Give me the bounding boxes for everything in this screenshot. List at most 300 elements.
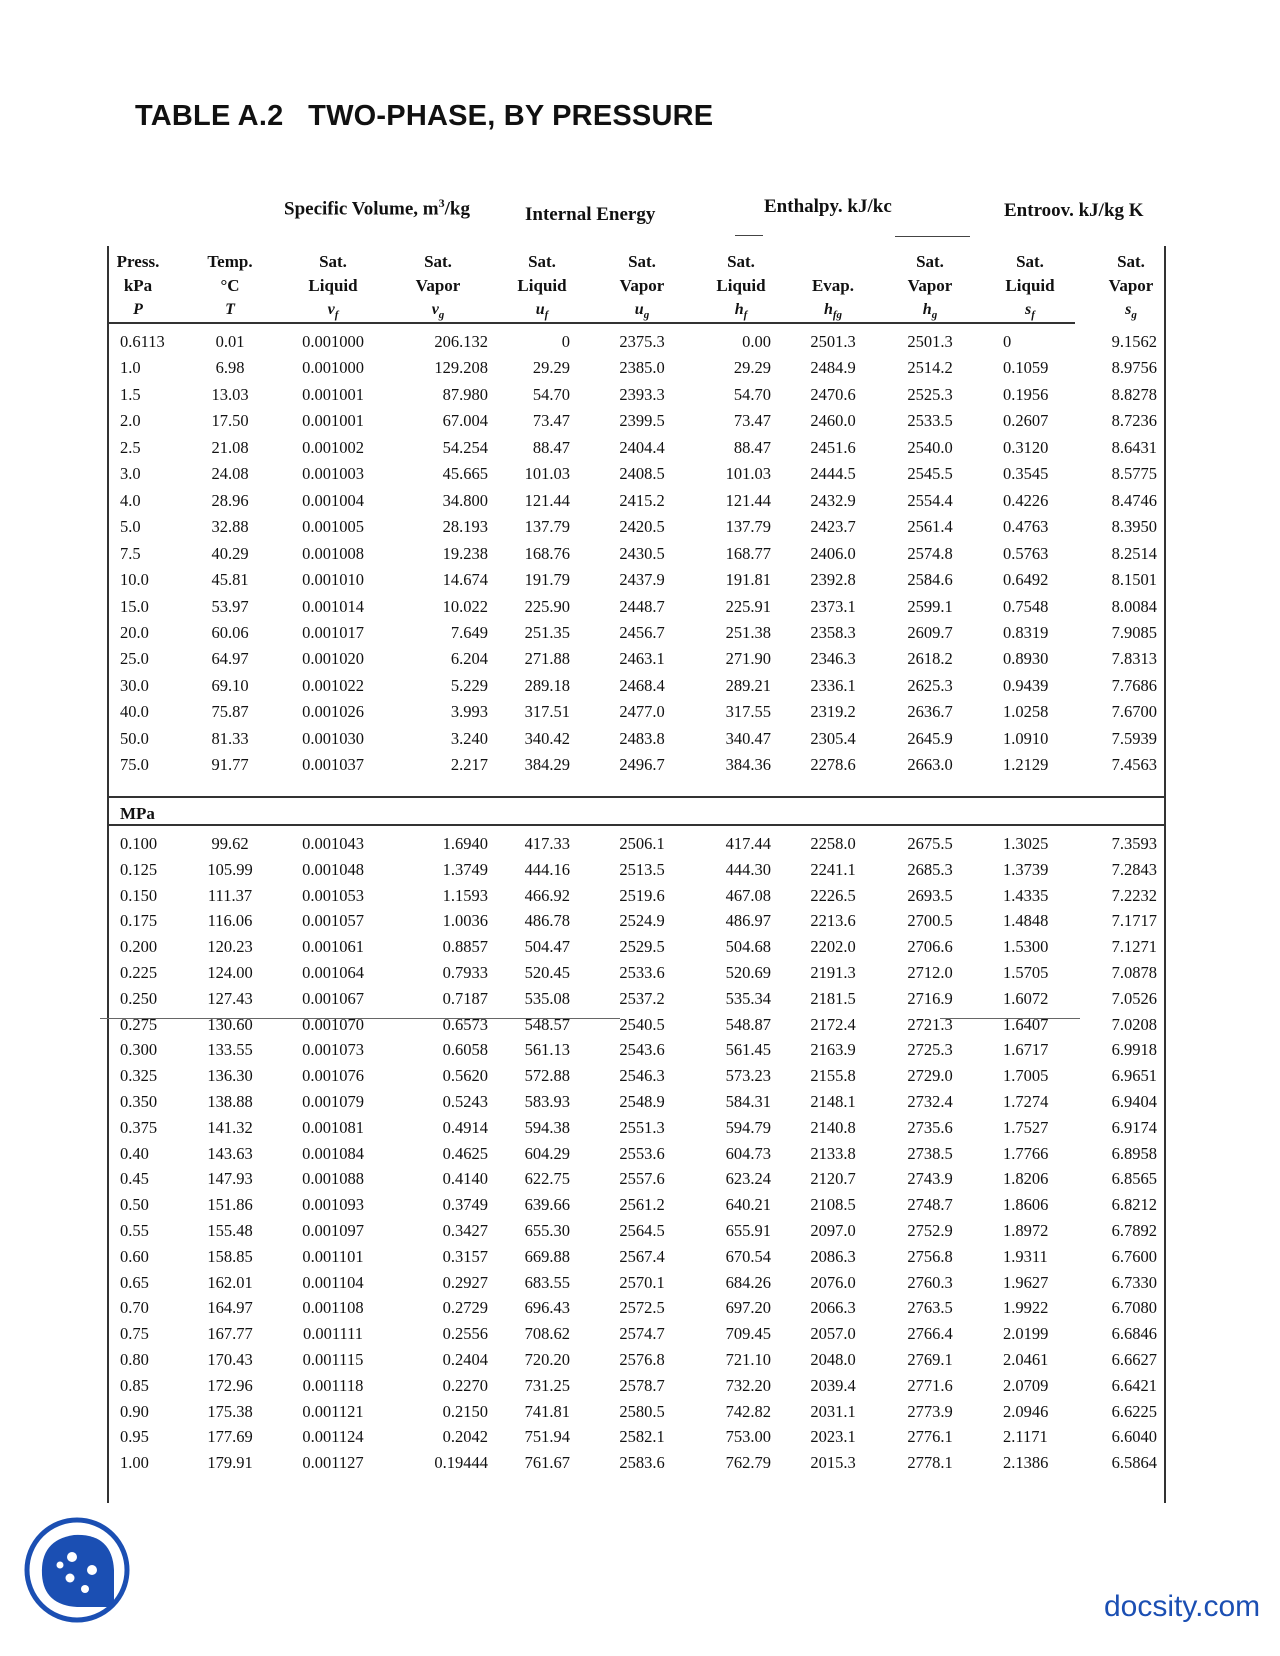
- table-cell: 548.57: [524, 1014, 570, 1034]
- table-cell: 1.0258: [1003, 702, 1049, 722]
- table-cell: 0.001124: [302, 1427, 364, 1447]
- table-cell: 6.9651: [1111, 1066, 1157, 1086]
- table-cell: 2766.4: [907, 1324, 953, 1344]
- table-cell: 0.2270: [442, 1375, 488, 1395]
- table-cell: 548.87: [725, 1014, 771, 1034]
- table-cell: 2675.5: [907, 834, 953, 853]
- table-cell: 155.48: [207, 1221, 253, 1240]
- table-cell: 504.47: [524, 937, 570, 957]
- table-cell: 2278.6: [810, 755, 856, 775]
- table-cell: 594.38: [524, 1117, 570, 1137]
- table-cell: 225.90: [524, 596, 570, 616]
- table-row: [0, 354, 1280, 381]
- table-cell: 1.0: [120, 358, 141, 378]
- table-cell: 1.4848: [1003, 911, 1049, 931]
- table-cell: 10.0: [120, 570, 149, 590]
- table-cell: 6.8958: [1111, 1143, 1157, 1163]
- table-cell: 2181.5: [810, 988, 856, 1008]
- table-cell: 289.18: [524, 675, 570, 695]
- table-cell: 6.9918: [1111, 1040, 1157, 1060]
- table-cell: 721.10: [725, 1350, 771, 1369]
- table-cell: 7.0526: [1111, 988, 1157, 1008]
- table-cell: 0.001030: [302, 728, 364, 748]
- table-cell: 6.6421: [1111, 1375, 1157, 1395]
- table-cell: 2385.0: [619, 358, 665, 378]
- specific-volume-exponent: 3: [438, 196, 445, 210]
- table-cell: 2039.4: [810, 1375, 856, 1395]
- table-cell: 2031.1: [810, 1401, 856, 1421]
- table-cell: 7.2843: [1111, 859, 1157, 879]
- table-cell: 697.20: [725, 1298, 771, 1318]
- column-header-line1: Sat.: [424, 252, 452, 271]
- table-cell: 0.200: [120, 937, 158, 957]
- table-row: [0, 1140, 1280, 1167]
- table-cell: 0.001093: [302, 1195, 364, 1215]
- table-cell: 6.7600: [1111, 1246, 1157, 1266]
- table-cell: 168.77: [725, 543, 771, 563]
- table-cell: 8.6431: [1111, 437, 1157, 457]
- table-cell: 0.300: [120, 1040, 158, 1060]
- table-cell: 2609.7: [907, 622, 953, 642]
- table-cell: 0.150: [120, 885, 158, 905]
- table-cell: 2537.2: [619, 988, 665, 1008]
- table-row: [0, 907, 1280, 934]
- table-cell: 143.63: [207, 1143, 253, 1163]
- table-cell: 2725.3: [907, 1040, 953, 1060]
- table-cell: 0.55: [120, 1221, 149, 1240]
- table-cell: 0.001097: [302, 1221, 364, 1240]
- table-cell: 2319.2: [810, 702, 856, 722]
- column-symbol: v: [431, 301, 439, 318]
- table-row: [0, 407, 1280, 434]
- table-cell: 340.47: [725, 728, 771, 748]
- table-cell: 2735.6: [907, 1117, 953, 1137]
- table-cell: 0: [561, 332, 570, 351]
- table-cell: 101.03: [524, 464, 570, 484]
- table-cell: 0.001104: [302, 1272, 364, 1292]
- table-cell: 225.91: [725, 596, 771, 616]
- table-cell: 0.75: [120, 1324, 149, 1344]
- table-cell: 0.001001: [302, 411, 364, 431]
- table-cell: 8.4746: [1111, 490, 1157, 510]
- table-cell: 0.40: [120, 1143, 149, 1163]
- table-cell: 2572.5: [619, 1298, 665, 1318]
- specific-volume-unit: /kg: [444, 198, 470, 220]
- table-row: [0, 856, 1280, 883]
- table-row: [0, 1269, 1280, 1296]
- table-cell: 0.8857: [442, 937, 488, 957]
- table-cell: 0.65: [120, 1272, 149, 1292]
- table-cell: 75.87: [211, 702, 249, 722]
- table-cell: 417.33: [524, 834, 570, 853]
- table-cell: 7.649: [450, 622, 488, 642]
- table-cell: 0.1956: [1003, 384, 1049, 404]
- table-cell: 20.0: [120, 622, 149, 642]
- table-cell: 8.7236: [1111, 411, 1157, 431]
- table-cell: 0.2042: [442, 1427, 488, 1447]
- table-cell: 708.62: [524, 1324, 570, 1344]
- table-cell: 2023.1: [810, 1427, 856, 1447]
- table-row: [0, 672, 1280, 699]
- table-cell: 2140.8: [810, 1117, 856, 1137]
- table-cell: 0.001020: [302, 649, 364, 669]
- column-symbol: u: [535, 301, 545, 318]
- table-cell: 2506.1: [619, 834, 665, 853]
- table-cell: 129.208: [434, 358, 488, 378]
- table-cell: 162.01: [207, 1272, 253, 1292]
- table-cell: 520.69: [725, 963, 771, 982]
- table-row: [0, 1398, 1280, 1425]
- table-row: [0, 381, 1280, 408]
- table-cell: 87.980: [442, 384, 488, 404]
- table-cell: 2477.0: [619, 702, 665, 722]
- table-cell: 177.69: [207, 1427, 253, 1447]
- table-cell: 2685.3: [907, 859, 953, 879]
- table-cell: 3.993: [450, 702, 488, 722]
- table-cell: 467.08: [725, 885, 771, 905]
- table-cell: 6.6846: [1111, 1324, 1157, 1344]
- table-cell: 2346.3: [810, 649, 856, 669]
- table-cell: 54.70: [733, 384, 771, 404]
- table-cell: 24.08: [211, 464, 249, 484]
- table-row: [0, 933, 1280, 960]
- table-cell: 1.3749: [442, 859, 488, 879]
- table-row: [0, 328, 1280, 355]
- table-cell: 179.91: [207, 1453, 253, 1473]
- table-cell: 0.95: [120, 1427, 149, 1447]
- table-cell: 2663.0: [907, 755, 953, 775]
- table-cell: 1.8606: [1003, 1195, 1049, 1215]
- table-cell: 0.001026: [302, 702, 364, 722]
- table-cell: 2155.8: [810, 1066, 856, 1086]
- table-cell: 34.800: [442, 490, 488, 510]
- table-row: [0, 1346, 1280, 1373]
- table-cell: 0.4140: [442, 1169, 488, 1189]
- table-cell: 0.80: [120, 1350, 149, 1369]
- table-row: [0, 882, 1280, 909]
- table-cell: 2618.2: [907, 649, 953, 669]
- table-cell: 0.8319: [1003, 622, 1049, 642]
- group-header-entropy: Entroov. kJ/kg K: [1004, 200, 1144, 221]
- table-cell: 9.1562: [1111, 332, 1157, 351]
- table-cell: 684.26: [725, 1272, 771, 1292]
- table-cell: 6.9404: [1111, 1092, 1157, 1111]
- table-cell: 2543.6: [619, 1040, 665, 1060]
- table-cell: 2.0461: [1003, 1350, 1049, 1369]
- table-cell: 2738.5: [907, 1143, 953, 1163]
- table-cell: 317.55: [725, 702, 771, 722]
- column-symbol: h: [922, 301, 932, 318]
- column-symbol: v: [327, 301, 335, 318]
- table-cell: 2551.3: [619, 1117, 665, 1137]
- table-cell: 29.29: [532, 358, 570, 378]
- column-header-line2: Vapor: [1108, 276, 1154, 295]
- table-cell: 6.98: [215, 358, 245, 378]
- table-cell: 8.5775: [1111, 464, 1157, 484]
- table-cell: 2771.6: [907, 1375, 953, 1395]
- table-cell: 0: [1003, 332, 1012, 351]
- table-cell: 3.0: [120, 464, 141, 484]
- table-cell: 0.001043: [302, 834, 364, 853]
- table-cell: 2484.9: [810, 358, 856, 378]
- table-cell: 0.6113: [120, 332, 165, 351]
- table-cell: 0.1059: [1003, 358, 1049, 378]
- table-cell: 1.6072: [1003, 988, 1049, 1008]
- table-cell: 0.5620: [442, 1066, 488, 1086]
- table-row: [0, 434, 1280, 461]
- table-cell: 2636.7: [907, 702, 953, 722]
- table-cell: 2553.6: [619, 1143, 665, 1163]
- table-cell: 2305.4: [810, 728, 856, 748]
- table-cell: 8.3950: [1111, 517, 1157, 537]
- table-cell: 0.175: [120, 911, 158, 931]
- table-cell: 121.44: [524, 490, 570, 510]
- table-cell: 7.7686: [1111, 675, 1157, 695]
- column-symbol: P: [133, 301, 143, 318]
- table-cell: 2.0199: [1003, 1324, 1049, 1344]
- table-cell: 2574.7: [619, 1324, 665, 1344]
- table-cell: 6.204: [450, 649, 488, 669]
- table-cell: 2213.6: [810, 911, 856, 931]
- table-cell: 0.7187: [442, 988, 488, 1008]
- table-cell: 2769.1: [907, 1350, 953, 1369]
- table-cell: 0.001070: [302, 1014, 364, 1034]
- table-cell: 2015.3: [810, 1453, 856, 1473]
- table-cell: 2578.7: [619, 1375, 665, 1395]
- table-cell: 0.6573: [442, 1014, 488, 1034]
- table-cell: 32.88: [211, 517, 249, 537]
- table-cell: 8.8278: [1111, 384, 1157, 404]
- table-cell: 2392.8: [810, 570, 856, 590]
- table-cell: 2721.3: [907, 1014, 953, 1034]
- table-cell: 0.001084: [302, 1143, 364, 1163]
- table-row: [0, 566, 1280, 593]
- table-cell: 0.001002: [302, 437, 364, 457]
- table-cell: 2432.9: [810, 490, 856, 510]
- table-cell: 6.7080: [1111, 1298, 1157, 1318]
- table-cell: 444.30: [725, 859, 771, 879]
- table-cell: 0.325: [120, 1066, 158, 1086]
- table-cell: 172.96: [207, 1375, 253, 1395]
- table-cell: 1.0910: [1003, 728, 1049, 748]
- table-cell: 1.3025: [1003, 834, 1049, 853]
- table-cell: 67.004: [442, 411, 488, 431]
- table-cell: 0.001000: [302, 332, 364, 351]
- table-cell: 10.022: [442, 596, 488, 616]
- table-cell: 0.4226: [1003, 490, 1049, 510]
- table-cell: 1.4335: [1003, 885, 1049, 905]
- table-cell: 2048.0: [810, 1350, 856, 1369]
- table-cell: 2763.5: [907, 1298, 953, 1318]
- table-cell: 1.7005: [1003, 1066, 1049, 1086]
- table-cell: 340.42: [524, 728, 570, 748]
- table-cell: 0.7548: [1003, 596, 1049, 616]
- column-symbol-subscript: g: [643, 309, 650, 322]
- table-cell: 2463.1: [619, 649, 665, 669]
- table-cell: 7.4563: [1111, 755, 1157, 775]
- table-cell: 271.90: [725, 649, 771, 669]
- table-cell: 741.81: [524, 1401, 570, 1421]
- table-cell: 2548.9: [619, 1092, 665, 1111]
- table-cell: 6.7892: [1111, 1221, 1157, 1240]
- table-cell: 2546.3: [619, 1066, 665, 1086]
- table-cell: 2076.0: [810, 1272, 856, 1292]
- table-cell: 0.5243: [442, 1092, 488, 1111]
- table-cell: 1.5: [120, 384, 141, 404]
- column-symbol-subscript: fg: [832, 309, 843, 322]
- table-cell: 130.60: [207, 1014, 253, 1034]
- table-cell: 170.43: [207, 1350, 253, 1369]
- table-cell: 2760.3: [907, 1272, 953, 1292]
- table-cell: 2756.8: [907, 1246, 953, 1266]
- table-cell: 2700.5: [907, 911, 953, 931]
- table-cell: 0.4625: [442, 1143, 488, 1163]
- table-cell: 709.45: [725, 1324, 771, 1344]
- table-cell: 191.79: [524, 570, 570, 590]
- table-cell: 7.6700: [1111, 702, 1157, 722]
- table-cell: 141.32: [207, 1117, 253, 1137]
- table-cell: 1.6717: [1003, 1040, 1049, 1060]
- table-cell: 0.001108: [302, 1298, 364, 1318]
- table-cell: 2501.3: [810, 332, 856, 351]
- table-cell: 1.3739: [1003, 859, 1049, 879]
- table-cell: 384.29: [524, 755, 570, 775]
- table-cell: 0.2556: [442, 1324, 488, 1344]
- table-cell: 1.9922: [1003, 1298, 1049, 1318]
- table-cell: 0.001057: [302, 911, 364, 931]
- column-symbol: u: [634, 301, 644, 318]
- table-cell: 1.8206: [1003, 1169, 1049, 1189]
- table-cell: 2778.1: [907, 1453, 953, 1473]
- table-cell: 2468.4: [619, 675, 665, 695]
- table-cell: 0.375: [120, 1117, 158, 1137]
- table-cell: 88.47: [733, 437, 771, 457]
- table-cell: 73.47: [733, 411, 771, 431]
- column-symbol: h: [734, 301, 744, 318]
- table-cell: 2451.6: [810, 437, 856, 457]
- table-cell: 2393.3: [619, 384, 665, 404]
- table-cell: 206.132: [434, 332, 488, 351]
- table-cell: 8.9756: [1111, 358, 1157, 378]
- table-cell: 2580.5: [619, 1401, 665, 1421]
- table-cell: 2533.5: [907, 411, 953, 431]
- table-cell: 0.275: [120, 1014, 158, 1034]
- table-row: [0, 1114, 1280, 1141]
- docsity-brand-text[interactable]: docsity.com: [1104, 1590, 1261, 1623]
- table-cell: 2.0: [120, 411, 141, 431]
- column-symbol-subscript: g: [1131, 309, 1137, 322]
- table-cell: 138.88: [207, 1092, 253, 1111]
- table-row: [0, 645, 1280, 672]
- table-cell: 121.44: [725, 490, 771, 510]
- table-cell: 2202.0: [810, 937, 856, 957]
- column-header-line2: Vapor: [907, 276, 953, 295]
- table-cell: 2583.6: [619, 1453, 665, 1473]
- table-cell: 2120.7: [810, 1169, 856, 1189]
- table-cell: 6.8565: [1111, 1169, 1157, 1189]
- table-cell: 466.92: [524, 885, 570, 905]
- table-cell: 2191.3: [810, 963, 856, 982]
- table-cell: 2529.5: [619, 937, 665, 957]
- table-cell: 50.0: [120, 728, 149, 748]
- table-cell: 3.240: [450, 728, 488, 748]
- column-symbol-subscript: g: [438, 309, 445, 322]
- specific-volume-label: Specific Volume, m: [284, 198, 439, 220]
- table-cell: 2.1171: [1003, 1427, 1048, 1447]
- table-row: [0, 1372, 1280, 1399]
- table-cell: 0.00: [742, 332, 771, 351]
- table-cell: 60.06: [211, 622, 249, 642]
- table-cell: 7.3593: [1111, 834, 1157, 853]
- table-cell: 191.81: [725, 570, 771, 590]
- table-cell: 0.001067: [302, 988, 364, 1008]
- table-cell: 2423.7: [810, 517, 856, 537]
- table-cell: 0.3749: [442, 1195, 488, 1215]
- table-cell: 7.0208: [1111, 1014, 1157, 1034]
- table-cell: 0.001073: [302, 1040, 364, 1060]
- table-cell: 655.30: [524, 1221, 570, 1240]
- table-cell: 116.06: [207, 911, 253, 931]
- table-cell: 2470.6: [810, 384, 856, 404]
- table-cell: 6.7330: [1111, 1272, 1157, 1292]
- table-cell: 2561.4: [907, 517, 953, 537]
- table-cell: 147.93: [207, 1169, 253, 1189]
- table-cell: 2430.5: [619, 543, 665, 563]
- table-cell: 0.001115: [302, 1350, 364, 1369]
- table-cell: 1.1593: [442, 885, 488, 905]
- table-cell: 0.19444: [434, 1453, 488, 1473]
- table-cell: 0.8930: [1003, 649, 1049, 669]
- table-cell: 2693.5: [907, 885, 953, 905]
- table-cell: 2097.0: [810, 1221, 856, 1240]
- table-cell: 0.001121: [302, 1401, 364, 1421]
- table-cell: 0.001017: [302, 622, 364, 642]
- table-cell: 0.3545: [1003, 464, 1049, 484]
- table-cell: 2743.9: [907, 1169, 953, 1189]
- table-cell: 0.2150: [442, 1401, 488, 1421]
- table-cell: 15.0: [120, 596, 149, 616]
- table-cell: 2373.1: [810, 596, 856, 616]
- table-cell: 731.25: [524, 1375, 570, 1395]
- table-cell: 5.0: [120, 517, 141, 537]
- table-cell: 8.2514: [1111, 543, 1157, 563]
- table-cell: 0.5763: [1003, 543, 1049, 563]
- table-cell: 2540.5: [619, 1014, 665, 1034]
- table-cell: 54.70: [532, 384, 570, 404]
- table-cell: 6.6040: [1111, 1427, 1157, 1447]
- table-cell: 0.250: [120, 988, 158, 1008]
- table-cell: 2557.6: [619, 1169, 665, 1189]
- table-cell: 1.00: [120, 1453, 149, 1473]
- table-cell: 2706.6: [907, 937, 953, 957]
- table-cell: 25.0: [120, 649, 149, 669]
- table-cell: 7.8313: [1111, 649, 1157, 669]
- table-row: [0, 1191, 1280, 1218]
- table-cell: 133.55: [207, 1040, 253, 1060]
- table-cell: 2408.5: [619, 464, 665, 484]
- table-cell: 1.7274: [1003, 1092, 1049, 1111]
- table-cell: 0.001004: [302, 490, 364, 510]
- column-header-line2: Liquid: [517, 276, 567, 295]
- table-cell: 2358.3: [810, 622, 856, 642]
- table-cell: 573.23: [725, 1066, 771, 1086]
- column-header-line1: Sat.: [916, 252, 944, 271]
- column-symbol-subscript: f: [743, 309, 748, 322]
- table-cell: 2773.9: [907, 1401, 953, 1421]
- table-cell: 0.001127: [302, 1453, 364, 1473]
- table-cell: 2483.8: [619, 728, 665, 748]
- table-cell: 7.1271: [1111, 937, 1157, 957]
